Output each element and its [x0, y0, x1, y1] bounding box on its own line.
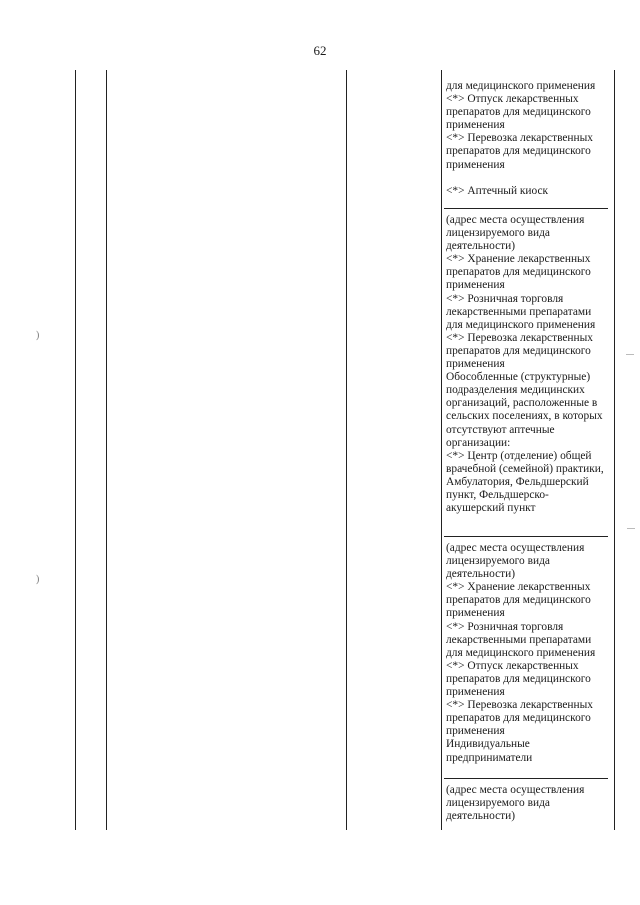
text-block-3 — [446, 542, 614, 765]
text-line: (адрес места осуществления — [446, 214, 585, 226]
text-line: пункт, Фельдшерско- — [446, 488, 549, 501]
text-line: препаратов для медицинского — [446, 344, 591, 357]
address-underline-3 — [444, 778, 608, 779]
text-line: лекарственными препаратами — [446, 305, 592, 318]
text-line: <*> Хранение лекарственных — [446, 253, 591, 266]
text-block-4 — [446, 784, 614, 823]
text-line: отсутствуют аптечные — [446, 423, 555, 436]
bracket-mark: ) — [36, 330, 40, 341]
text-line: применения — [446, 279, 505, 292]
text-line: лекарственными препаратами — [446, 633, 592, 646]
bracket-mark: ) — [36, 574, 40, 585]
text-line: организации: — [446, 436, 511, 449]
text-line: <*> Хранение лекарственных — [446, 581, 591, 594]
text-line: применения — [446, 725, 505, 738]
text-line: лицензируемого вида — [446, 797, 550, 810]
table-column-border-2 — [106, 70, 107, 830]
text-line: для медицинского применения — [446, 318, 596, 331]
text-line: применения — [446, 158, 505, 171]
text-line: (адрес места осуществления — [446, 784, 585, 796]
text-line: организаций, расположенные в — [446, 397, 598, 410]
text-line: препаратов для медицинского — [446, 712, 591, 725]
text-line: лицензируемого вида — [446, 555, 550, 568]
text-line — [446, 172, 614, 185]
text-line: Амбулатория, Фельдшерский — [446, 475, 589, 488]
text-line: применения — [446, 119, 505, 132]
text-line: предприниматели — [446, 751, 533, 764]
margin-tick — [626, 354, 634, 355]
text-line: <*> Розничная торговля — [446, 620, 564, 633]
table-column-border-3 — [346, 70, 347, 830]
text-line: лицензируемого вида — [446, 227, 550, 240]
table-column-border-1 — [75, 70, 76, 830]
address-underline-2 — [444, 536, 608, 537]
text-line: для медицинского применения — [446, 80, 596, 92]
text-line: врачебной (семейной) практики, — [446, 462, 604, 475]
text-line: сельских поселениях, в которых — [446, 410, 603, 423]
text-line: деятельности) — [446, 568, 516, 581]
table-column-border-4 — [441, 70, 442, 830]
text-line: <*> Розничная торговля — [446, 292, 564, 305]
text-line: <*> Аптечный киоск — [446, 184, 549, 197]
text-line: подразделения медицинских — [446, 384, 585, 397]
text-line: деятельности) — [446, 810, 516, 823]
text-line: деятельности) — [446, 240, 516, 253]
text-line: (адрес места осуществления — [446, 542, 585, 554]
page-number: 62 — [313, 43, 327, 58]
margin-tick — [627, 528, 635, 529]
text-line: препаратов для медицинского — [446, 266, 591, 279]
text-line: для медицинского применения — [446, 646, 596, 659]
table-column-border-5 — [614, 70, 615, 830]
text-line: препаратов для медицинского — [446, 145, 591, 158]
text-line: препаратов для медицинского — [446, 106, 591, 119]
text-line: <*> Центр (отделение) общей — [446, 449, 592, 462]
text-line: <*> Перевозка лекарственных — [446, 132, 593, 145]
text-line: препаратов для медицинского — [446, 594, 591, 607]
text-line: <*> Отпуск лекарственных — [446, 659, 579, 672]
text-line: препаратов для медицинского — [446, 672, 591, 685]
text-line: Индивидуальные — [446, 738, 530, 751]
address-underline-1 — [444, 208, 608, 209]
text-line: <*> Перевозка лекарственных — [446, 331, 593, 344]
text-line: <*> Отпуск лекарственных — [446, 93, 579, 106]
text-line: применения — [446, 607, 505, 620]
text-line: акушерский пункт — [446, 502, 536, 515]
text-line: применения — [446, 686, 505, 699]
text-line: применения — [446, 358, 505, 371]
text-line: Обособленные (структурные) — [446, 371, 591, 384]
text-block-1 — [446, 80, 614, 198]
text-block-2 — [446, 214, 614, 515]
text-line: <*> Перевозка лекарственных — [446, 699, 593, 712]
